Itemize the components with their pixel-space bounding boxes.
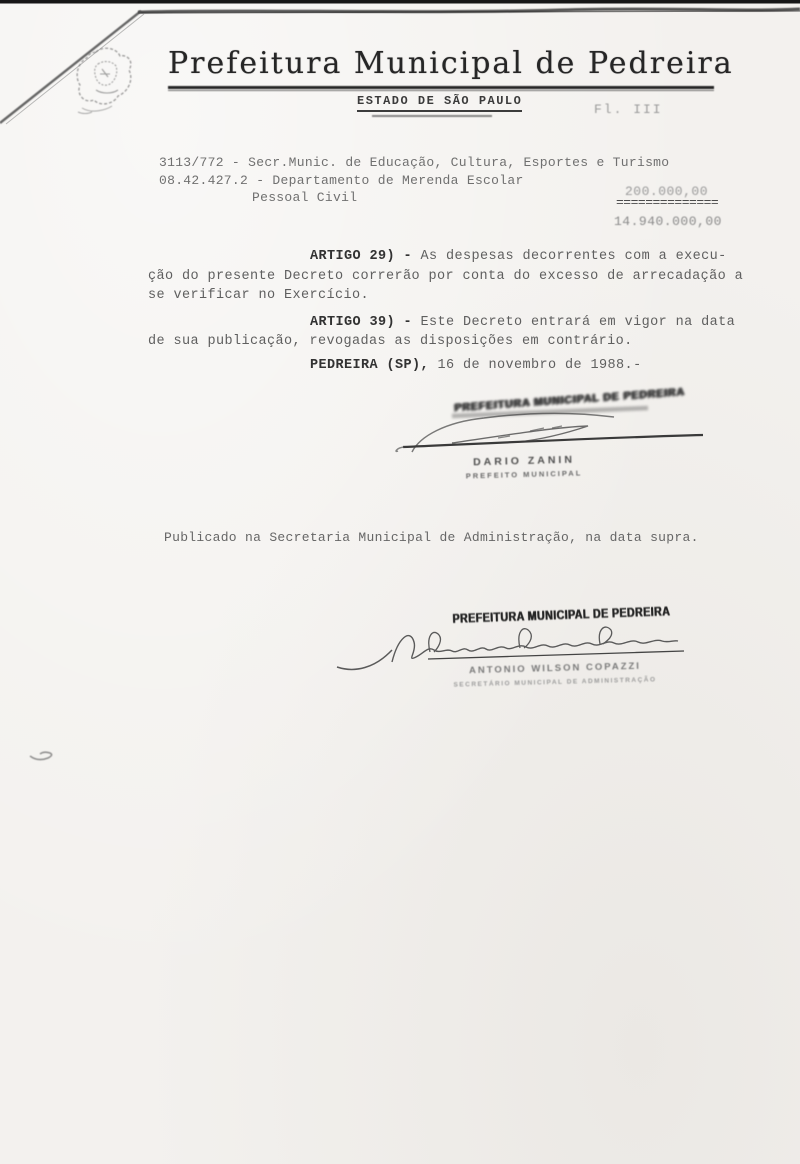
scan-fold-line-thin (138, 11, 800, 13)
mayor-stamp-text: PREFEITURA MUNICIPAL DE PEDREIRA (454, 385, 686, 414)
title-rule-thin (168, 90, 714, 91)
budget-amount-1: 200.000,00 (625, 184, 709, 199)
secretary-name: ANTONIO WILSON COPAZZI (468, 660, 642, 677)
dateline (310, 358, 642, 373)
dateline-place: PEDREIRA (SP), (310, 358, 430, 373)
publication-note: Publicado na Secretaria Municipal de Administração, na data supra. (164, 530, 699, 545)
page-title: Prefeitura Municipal de Pedreira (168, 46, 734, 81)
mayor-title: PREFEITO MUNICIPAL (465, 468, 583, 481)
ink-smudge (30, 752, 52, 759)
article-2-text: As despesas decorrentes com a execu- (412, 249, 727, 264)
emblem-outline (77, 48, 131, 104)
folio-number: Fl. III (594, 102, 663, 117)
budget-line-1: 3113/772 - Secr.Munic. de Educação, Cultura, Esportes e Turismo (159, 155, 670, 170)
mayor-name: DARIO ZANIN (472, 453, 576, 469)
article-2-line-2: ção do presente Decreto correrão por conta do excesso de arrecadação a (148, 269, 744, 284)
secretary-stamp-text: PREFEITURA MUNICIPAL DE PEDREIRA (452, 603, 671, 626)
article-3-line-2: de sua publicação, revogadas as disposições em contrário. (148, 334, 633, 349)
budget-line-2: 08.42.427.2 - Departamento de Merenda Escolar (159, 173, 524, 188)
scan-top-edge (0, 0, 800, 4)
secretary-title: SECRETÁRIO MUNICIPAL DE ADMINISTRAÇÃO (453, 676, 657, 689)
article-2-label: ARTIGO 29) - (310, 249, 413, 264)
article-2-line-3: se verificar no Exercício. (148, 288, 370, 303)
article-2-line-1 (310, 249, 727, 264)
mayor-signature (396, 408, 703, 452)
title-rule (168, 86, 714, 89)
state-subtitle: ESTADO DE SÃO PAULO (357, 94, 522, 112)
article-3-line-1 (310, 315, 735, 330)
scan-fold-line (138, 9, 800, 12)
coat-of-arms-icon (72, 44, 140, 127)
emblem-detail (96, 69, 118, 93)
subtitle-rule (372, 115, 492, 117)
budget-amount-2: 14.940.000,00 (614, 214, 722, 229)
budget-amount-rule: ============== (616, 195, 719, 210)
budget-line-3: Pessoal Civil (252, 190, 358, 205)
article-3-label: ARTIGO 39) - (310, 315, 413, 330)
dateline-date: 16 de novembro de 1988.- (429, 358, 642, 373)
emblem-scroll (78, 106, 112, 114)
article-3-text: Este Decreto entrará em vigor na data (412, 315, 736, 330)
